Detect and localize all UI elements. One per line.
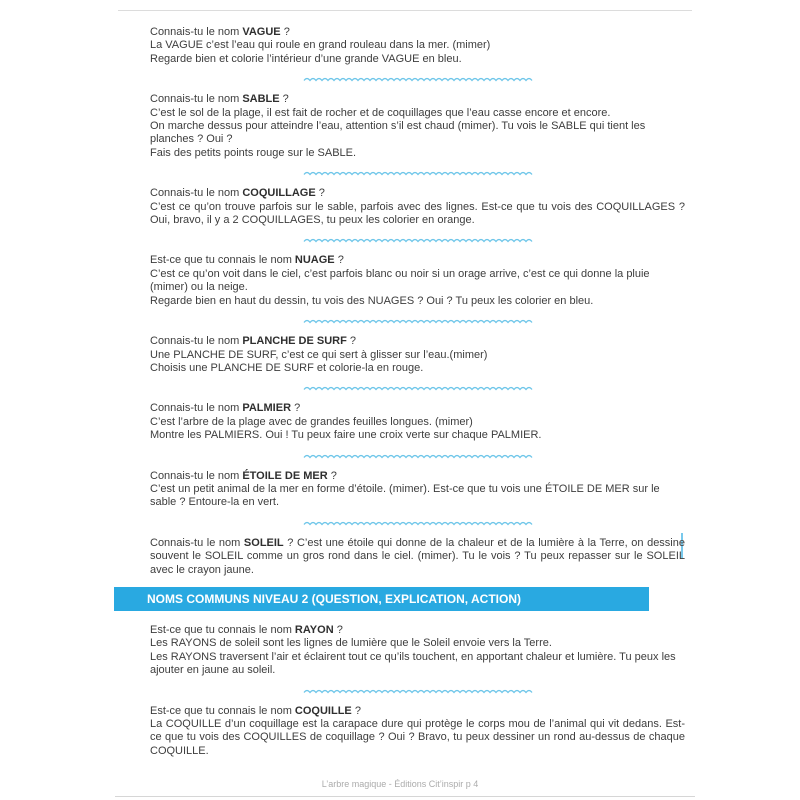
title-word: VAGUE: [242, 26, 281, 38]
section-text-line: Regarde bien en haut du dessin, tu vois des NUAGES ? Oui ? Tu peux les colorier en bleu.: [150, 294, 594, 307]
section-title: [150, 624, 685, 637]
section-text-line: Les RAYONS traversent l’air et éclairent tout ce qu’ils touchent, en apportant chaleur et lumière. Tu peux les ajouter en jaune au soleil.: [150, 650, 676, 677]
title-suffix: ?: [291, 402, 301, 415]
title-word: PALMIER: [242, 402, 292, 415]
section-text-line: Fais des petits points rouge sur le SABLE.: [150, 146, 357, 159]
section-text-line: Montre les PALMIERS. Oui ! Tu peux faire une croix verte sur chaque PALMIER.: [150, 429, 542, 442]
title-intro: Est-ce que tu connais le nom: [150, 254, 295, 267]
title-suffix: ?: [327, 469, 337, 482]
section-planche-de-surf: [150, 335, 685, 375]
title-intro: Connais-tu le nom: [150, 469, 243, 482]
wave-divider: [303, 688, 533, 694]
title-suffix: ?: [279, 93, 289, 106]
title-suffix: ?: [334, 254, 344, 267]
section-nuage: [150, 254, 685, 308]
title-word: COQUILLE: [294, 704, 352, 717]
section-soleil: [150, 537, 685, 577]
section-title: [150, 470, 685, 483]
section-text-line: C’est le sol de la plage, il est fait de rocher et de coquillages que l’eau casse encore et encore.: [150, 106, 611, 119]
title-intro: Connais-tu le nom: [150, 402, 243, 415]
title-suffix: ?: [333, 623, 343, 636]
section-text-line: C’est ce qu’on trouve parfois sur le sable, parfois avec des lignes. Est-ce que tu vois des COQUILLAGES ? Oui, bravo, il y a 2 COQUILLAGES, tu peux les colorier en orange.: [150, 200, 685, 227]
section-title: [150, 335, 685, 348]
section-title: [150, 402, 685, 415]
section-palmier: [150, 402, 685, 442]
section-coquillage: [150, 187, 685, 227]
title-intro: Est-ce que tu connais le nom: [150, 623, 295, 636]
title-word: RAYON: [294, 623, 334, 636]
page-top-border: [118, 10, 692, 11]
title-intro: Connais-tu le nom: [150, 93, 243, 106]
wave-divider: [303, 170, 533, 176]
title-suffix: ?: [280, 26, 290, 38]
title-intro: Connais-tu le nom: [150, 335, 243, 348]
section-text-line: La COQUILLE d’un coquillage est la carapace dure qui protège le corps mou de l’animal qui vit dedans. Est-ce que tu vois des COQUILLES de coquillage ? Oui ? Bravo, tu peux dessiner un rond au-dessus de chaque COQUILLE.: [150, 718, 685, 757]
section-text-line: C’est un petit animal de la mer en forme d’étoile. (mimer). Est-ce que tu vois une ÉTOILE DE MER sur le sable ? Entoure-la en vert.: [150, 482, 660, 509]
level2-banner: [114, 587, 649, 611]
section-rayon: [150, 624, 685, 678]
section-text-line: Regarde bien et colorie l’intérieur d’une grande VAGUE en bleu.: [150, 52, 462, 65]
document-body: [147, 26, 685, 758]
title-suffix: ?: [351, 704, 361, 717]
section-text-line: La VAGUE c’est l’eau qui roule en grand rouleau dans la mer. (mimer): [150, 39, 491, 52]
section-text-line: On marche dessus pour atteindre l’eau, attention s’il est chaud (mimer). Tu vois le SABLE qui tient les planches ? Oui ?: [150, 120, 646, 146]
title-word: ÉTOILE DE MER: [242, 469, 328, 482]
title-suffix: ?: [346, 335, 357, 348]
section-coquille: [150, 705, 685, 759]
wave-divider: [303, 453, 533, 459]
title-word: SOLEIL: [243, 536, 284, 549]
title-word: COQUILLAGE: [242, 187, 316, 200]
page-bottom-border: [115, 796, 695, 797]
title-suffix: ? C’est une étoile qui donne de la chaleur et de la lumière à la Terre, on dessine souvent le SOLEIL comme un gros rond dans le ciel. (mimer). Tu le vois ? Tu peux repasser sur le SOLEIL avec le crayon jaune.: [150, 536, 685, 576]
section-text-line: Une PLANCHE DE SURF, c’est ce qui sert à glisser sur l’eau.(mimer): [150, 348, 488, 361]
wave-divider: [303, 76, 533, 82]
page-footer: L’arbre magique - Éditions Cit’inspir p 4: [321, 779, 479, 789]
title-word: PLANCHE DE SURF: [242, 335, 347, 348]
section-sable: [150, 93, 685, 160]
wave-divider: [303, 237, 533, 243]
title-intro: Est-ce que tu connais le nom: [150, 704, 295, 717]
title-word: SABLE: [242, 93, 280, 106]
section-title: [150, 187, 685, 200]
title-suffix: ?: [315, 187, 325, 200]
section-text-line: Les RAYONS de soleil sont les lignes de lumière que le Soleil envoie vers la Terre.: [150, 637, 552, 650]
section-title: [150, 93, 685, 106]
title-intro: Connais-tu le nom: [150, 536, 244, 549]
section-text-line: C’est ce qu’on voit dans le ciel, c’est parfois blanc ou noir si un orage arrive, c’est ce qui donne la pluie (mimer) ou la neige.: [150, 267, 650, 294]
title-word: NUAGE: [294, 254, 335, 267]
title-intro: Connais-tu le nom: [150, 26, 243, 38]
section-vague: [150, 26, 685, 66]
wave-divider: [303, 318, 533, 324]
banner-label: NOMS COMMUNS NIVEAU 2 (QUESTION, EXPLICATION, ACTION): [147, 591, 522, 606]
section-title: [150, 537, 685, 577]
wave-divider: [303, 385, 533, 391]
section-title: [150, 26, 685, 39]
wave-divider: [303, 520, 533, 526]
section-text-line: C’est l’arbre de la plage avec de grandes feuilles longues. (mimer): [150, 415, 473, 428]
section-title: [150, 254, 685, 267]
title-intro: Connais-tu le nom: [150, 187, 243, 200]
section-etoile-de-mer: [150, 470, 685, 510]
section-title: [150, 705, 685, 718]
section-text-line: Choisis une PLANCHE DE SURF et colorie-la en rouge.: [150, 361, 424, 374]
